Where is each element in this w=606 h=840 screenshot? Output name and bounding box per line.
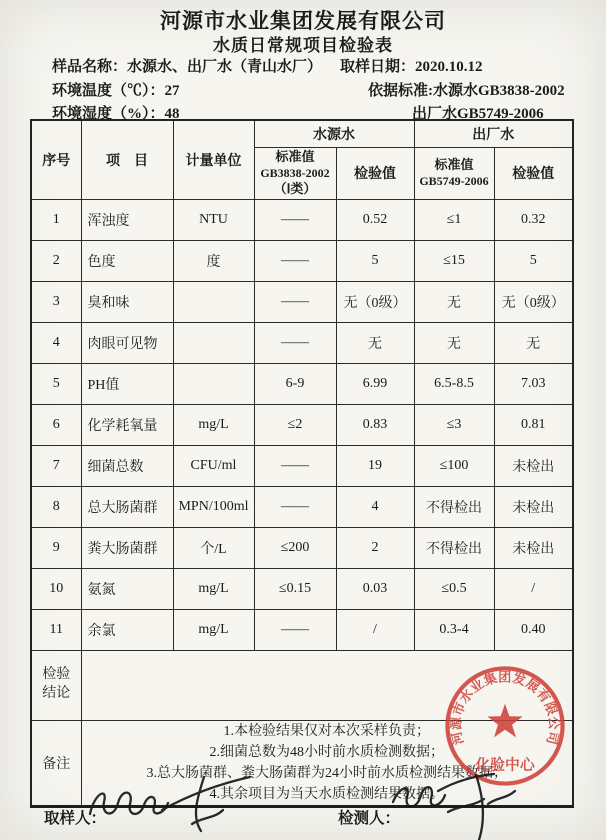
cell-fac_std: ≤15 xyxy=(414,240,494,281)
cell-fac_val: 0.81 xyxy=(494,404,573,445)
source-std-class: （Ⅰ类） xyxy=(273,180,317,196)
cell-item: 余氯 xyxy=(81,609,173,650)
cell-src_std: —— xyxy=(254,445,336,486)
form-title: 水质日常规项目检验表 xyxy=(213,36,393,55)
cell-fac_std: 0.3-4 xyxy=(414,609,494,650)
cell-fac_val: 无 xyxy=(494,322,573,363)
table-row xyxy=(31,281,573,322)
cell-unit: 度 xyxy=(173,240,254,281)
cell-no: 10 xyxy=(31,568,81,609)
cell-no: 5 xyxy=(31,363,81,404)
cell-fac_val: 0.40 xyxy=(494,609,573,650)
remark-line: 4.其余项目为当天水质检测结果数据。 xyxy=(209,786,444,802)
cell-item: 细菌总数 xyxy=(81,445,173,486)
factory-std-label: 标准值 xyxy=(434,157,474,173)
cell-fac_std: 不得检出 xyxy=(414,486,494,527)
seal-ring-text: 河源市水业集团发展有限公司 xyxy=(448,669,562,747)
header-item: 项 目 xyxy=(81,120,173,199)
source-std-label: 标准值 xyxy=(275,148,315,164)
cell-item: 臭和味 xyxy=(81,281,173,322)
tester-label: 检测人： xyxy=(338,810,401,827)
cell-src_std: ≤2 xyxy=(254,404,336,445)
cell-item: 肉眼可见物 xyxy=(81,322,173,363)
remark-line: 1.本检验结果仅对本次采样负责； xyxy=(223,723,430,739)
cell-src_val: 无（0级） xyxy=(336,281,414,322)
standard-label: 依据标准: xyxy=(368,83,433,99)
sample-date-label: 取样日期： xyxy=(340,59,416,75)
cell-item: 总大肠菌群 xyxy=(81,486,173,527)
cell-src_val: 19 xyxy=(336,445,414,486)
cell-no: 2 xyxy=(31,240,81,281)
cell-src_std: —— xyxy=(254,281,336,322)
cell-no: 3 xyxy=(31,281,81,322)
env-humidity-value: 48 xyxy=(164,106,180,122)
cell-item: 粪大肠菌群 xyxy=(81,527,173,568)
cell-src_val: / xyxy=(336,609,414,650)
tester-signature xyxy=(388,768,526,840)
table-row xyxy=(31,363,573,404)
header-factory-check: 检验值 xyxy=(494,147,573,199)
cell-unit: mg/L xyxy=(173,568,254,609)
header-no: 序号 xyxy=(31,120,81,199)
cell-src_val: 0.83 xyxy=(336,404,414,445)
remark-line: 3.总大肠菌群、粪大肠菌群为24小时前水质检测结果数据； xyxy=(146,765,507,781)
sample-name-value: 水源水、出厂水（青山水厂） xyxy=(127,59,323,75)
cell-item: 化学耗氧量 xyxy=(81,404,173,445)
header-unit: 计量单位 xyxy=(173,120,254,199)
cell-fac_val: 未检出 xyxy=(494,486,573,527)
cell-src_val: 5 xyxy=(336,240,414,281)
table-body xyxy=(31,199,573,650)
factory-std-code: GB5749-2006 xyxy=(419,173,489,188)
conclusion-label-line1: 检验 xyxy=(42,667,71,683)
cell-src_val: 0.52 xyxy=(336,199,414,240)
table-row xyxy=(31,199,573,240)
table-row xyxy=(31,445,573,486)
cell-fac_std: ≤3 xyxy=(414,404,494,445)
cell-item: 色度 xyxy=(81,240,173,281)
sample-date-value: 2020.10.12 xyxy=(415,59,483,75)
conclusion-label xyxy=(31,650,81,720)
cell-no: 6 xyxy=(31,404,81,445)
remarks-label: 备注 xyxy=(31,720,81,806)
table-row xyxy=(31,404,573,445)
header-factory-group: 出厂水 xyxy=(414,120,573,147)
cell-unit: CFU/ml xyxy=(173,445,254,486)
cell-src_std: 6-9 xyxy=(254,363,336,404)
cell-src_std: —— xyxy=(254,322,336,363)
standard-source-line xyxy=(368,79,565,100)
cell-unit xyxy=(173,363,254,404)
table-row xyxy=(31,240,573,281)
sample-name-line xyxy=(52,55,322,76)
table-row xyxy=(31,322,573,363)
standard-source-value: 水源水GB3838-2002 xyxy=(433,83,565,99)
header-source-group: 水源水 xyxy=(254,120,414,147)
sampler-signature xyxy=(82,772,257,836)
cell-unit: 个/L xyxy=(173,527,254,568)
cell-no: 9 xyxy=(31,527,81,568)
sampler-label: 取样人： xyxy=(44,810,107,827)
cell-item: 氨氮 xyxy=(81,568,173,609)
header-source-check: 检验值 xyxy=(336,147,414,199)
env-temp-line xyxy=(52,79,180,100)
cell-unit: mg/L xyxy=(173,404,254,445)
table-row xyxy=(31,568,573,609)
cell-src_std: ≤0.15 xyxy=(254,568,336,609)
standard-factory-value: 出厂水GB5749-2006 xyxy=(412,106,544,122)
table-row xyxy=(31,609,573,650)
seal-star-icon xyxy=(487,704,522,738)
cell-src_std: —— xyxy=(254,199,336,240)
cell-src_val: 4 xyxy=(336,486,414,527)
env-temp-label: 环境温度（℃）： xyxy=(52,83,165,99)
cell-src_std: —— xyxy=(254,240,336,281)
cell-src_val: 无 xyxy=(336,322,414,363)
cell-no: 1 xyxy=(31,199,81,240)
cell-unit: NTU xyxy=(173,199,254,240)
cell-fac_std: 无 xyxy=(414,322,494,363)
sample-date-line xyxy=(340,55,483,76)
cell-fac_val: 未检出 xyxy=(494,445,573,486)
header-group-row xyxy=(31,120,573,147)
cell-item: 浑浊度 xyxy=(81,199,173,240)
cell-fac_std: ≤100 xyxy=(414,445,494,486)
table-row xyxy=(31,527,573,568)
source-std-code: GB3838-2002 xyxy=(260,165,330,180)
cell-src_std: —— xyxy=(254,486,336,527)
env-temp-value: 27 xyxy=(164,83,180,99)
header-factory-std xyxy=(414,147,494,199)
table-row xyxy=(31,486,573,527)
cell-fac_val: 5 xyxy=(494,240,573,281)
header-source-std xyxy=(254,147,336,199)
cell-fac_std: ≤1 xyxy=(414,199,494,240)
cell-unit xyxy=(173,322,254,363)
env-humidity-label: 环境湿度（%）： xyxy=(52,106,165,122)
cell-no: 11 xyxy=(31,609,81,650)
cell-fac_val: 0.32 xyxy=(494,199,573,240)
cell-fac_val: / xyxy=(494,568,573,609)
cell-fac_val: 未检出 xyxy=(494,527,573,568)
remark-line: 2.细菌总数为48小时前水质检测数据； xyxy=(209,744,444,760)
cell-unit: MPN/100ml xyxy=(173,486,254,527)
cell-src_std: ≤200 xyxy=(254,527,336,568)
cell-fac_std: ≤0.5 xyxy=(414,568,494,609)
sample-name-label: 样品名称： xyxy=(52,59,128,75)
cell-no: 8 xyxy=(31,486,81,527)
cell-src_std: —— xyxy=(254,609,336,650)
conclusion-label-line2: 结论 xyxy=(42,686,71,701)
company-title: 河源市水业集团发展有限公司 xyxy=(160,10,446,33)
cell-fac_std: 不得检出 xyxy=(414,527,494,568)
seal-center-text: 化验中心 xyxy=(475,757,535,774)
cell-fac_val: 无（0级） xyxy=(494,281,573,322)
cell-no: 4 xyxy=(31,322,81,363)
cell-fac_std: 无 xyxy=(414,281,494,322)
cell-src_val: 6.99 xyxy=(336,363,414,404)
cell-no: 7 xyxy=(31,445,81,486)
cell-unit: mg/L xyxy=(173,609,254,650)
cell-item: PH值 xyxy=(81,363,173,404)
cell-fac_std: 6.5-8.5 xyxy=(414,363,494,404)
cell-unit xyxy=(173,281,254,322)
cell-src_val: 2 xyxy=(336,527,414,568)
cell-fac_val: 7.03 xyxy=(494,363,573,404)
cell-src_val: 0.03 xyxy=(336,568,414,609)
